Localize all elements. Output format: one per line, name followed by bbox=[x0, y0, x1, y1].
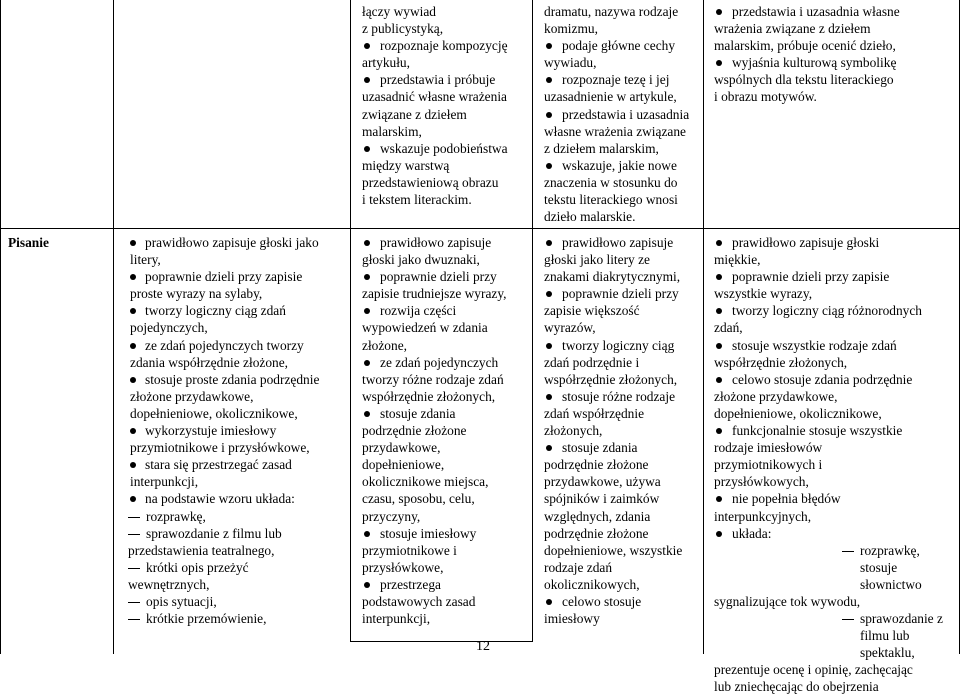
bullet-line bbox=[544, 490, 704, 507]
line-text: prawidłowo zapisuje głoski jako bbox=[145, 235, 319, 250]
line-text: znaczenia w stosunku do bbox=[544, 174, 678, 190]
bullet-line bbox=[362, 251, 532, 268]
dash-line bbox=[0, 559, 350, 576]
bullet-line bbox=[714, 285, 958, 302]
bullet-line bbox=[714, 337, 958, 354]
line-text: głoski jako dwuznaki, bbox=[362, 252, 480, 268]
line-text: imiesłowy bbox=[544, 611, 600, 627]
bullet-line bbox=[0, 302, 350, 319]
line-text: wspólnych dla tekstu literackiego bbox=[714, 72, 894, 88]
line-text: poprawnie dzieli przy bbox=[380, 269, 497, 285]
bullet-line bbox=[0, 251, 350, 268]
line-text: głoski jako litery ze bbox=[544, 252, 650, 268]
bullet-line bbox=[544, 610, 704, 627]
dash-line bbox=[0, 542, 350, 559]
table-cell bbox=[714, 3, 958, 106]
line-text: lub zniechęcając do obejrzenia bbox=[714, 679, 879, 695]
line-text: współrzędnie złożonych, bbox=[544, 371, 678, 387]
line-text: rozprawkę, stosuje słownictwo bbox=[860, 542, 922, 592]
line-text: wypowiedzeń w zdania bbox=[362, 320, 488, 336]
line-text: rodzaje imiesłowów bbox=[714, 440, 823, 456]
column-rule bbox=[532, 0, 533, 642]
line-text: rodzaje zdań bbox=[544, 559, 613, 575]
section-label: Pisanie bbox=[8, 235, 49, 250]
line-text: złożone przydawkowe, bbox=[130, 388, 254, 404]
text-line bbox=[544, 20, 704, 37]
bullet-line bbox=[362, 268, 532, 285]
bullet-line bbox=[544, 559, 704, 576]
bullet-line bbox=[362, 473, 532, 490]
bullet-line bbox=[0, 388, 350, 405]
criteria-list bbox=[544, 3, 704, 225]
bullet-line bbox=[362, 439, 532, 456]
line-text: malarskim, próbuje ocenić dzieło, bbox=[714, 38, 896, 54]
criteria-list bbox=[544, 234, 704, 627]
line-text: przedstawia i próbuje bbox=[380, 72, 496, 88]
bullet-line bbox=[362, 54, 532, 71]
line-text: litery, bbox=[130, 252, 161, 268]
line-text: podrzędnie złożone bbox=[544, 457, 649, 473]
bullet-line bbox=[0, 285, 350, 302]
line-text: sygnalizujące tok wywodu, bbox=[714, 593, 861, 609]
line-text: wskazuje podobieństwa bbox=[380, 140, 508, 156]
bullet-line bbox=[362, 542, 532, 559]
bullet-line bbox=[0, 490, 350, 507]
line-text: prezentuje ocenę i opinię, zachęcając bbox=[714, 662, 913, 678]
line-text: dramatu, nazywa rodzaje bbox=[544, 4, 679, 19]
table-cell bbox=[0, 234, 350, 627]
line-text: artykułu, bbox=[362, 55, 410, 71]
line-text: stosuje różne rodzaje bbox=[562, 388, 676, 404]
bullet-line bbox=[362, 422, 532, 439]
bullet-line bbox=[714, 88, 958, 105]
dash-line bbox=[0, 610, 350, 627]
table-cell bbox=[714, 234, 958, 696]
line-text: rozpoznaje kompozycję bbox=[380, 38, 508, 54]
line-text: podrzędnie złożone bbox=[362, 423, 467, 439]
line-text: ze zdań pojedynczych tworzy bbox=[145, 337, 304, 353]
bullet-line bbox=[0, 371, 350, 388]
table-cell bbox=[544, 3, 704, 225]
dash-line bbox=[0, 593, 350, 610]
bullet-line bbox=[544, 371, 704, 388]
line-text: złożone przydawkowe, bbox=[714, 388, 838, 404]
bullet-line bbox=[544, 422, 704, 439]
bullet-line bbox=[362, 405, 532, 422]
bullet-line bbox=[714, 525, 958, 542]
bullet-line bbox=[362, 610, 532, 627]
line-text: czasu, sposobu, celu, bbox=[362, 491, 475, 507]
bullet-line bbox=[714, 439, 958, 456]
line-text: wyrazów, bbox=[544, 320, 596, 336]
line-text: zdania współrzędnie złożone, bbox=[130, 354, 289, 370]
bullet-line bbox=[544, 268, 704, 285]
bullet-line bbox=[544, 54, 704, 71]
line-text: tworzy różne rodzaje zdań bbox=[362, 371, 504, 387]
line-text: interpunkcji, bbox=[362, 611, 431, 627]
bullet-line bbox=[544, 354, 704, 371]
line-text: złożone, bbox=[362, 337, 407, 353]
row-rule bbox=[0, 228, 960, 229]
line-text: przysłówkowych, bbox=[714, 474, 809, 490]
bullet-line bbox=[714, 37, 958, 54]
dash-line bbox=[714, 593, 958, 610]
bullet-line bbox=[544, 542, 704, 559]
line-text: z publicystyką, bbox=[362, 21, 444, 37]
criteria-list bbox=[0, 234, 350, 627]
line-text: ze zdań pojedynczych bbox=[380, 354, 499, 370]
bullet-line bbox=[0, 234, 350, 251]
bullet-line bbox=[544, 439, 704, 456]
line-text: wyjaśnia kulturową symbolikę bbox=[732, 55, 897, 71]
bullet-line bbox=[544, 456, 704, 473]
bullet-line bbox=[362, 319, 532, 336]
bullet-line bbox=[0, 268, 350, 285]
bullet-line bbox=[362, 576, 532, 593]
line-text: dopełnieniowe, bbox=[362, 457, 445, 473]
dash-line bbox=[714, 678, 958, 695]
line-text: przedstawieniową obrazu bbox=[362, 174, 499, 190]
dash-line bbox=[714, 542, 958, 593]
line-text: komizmu, bbox=[544, 21, 598, 37]
line-text: dzieło malarskie. bbox=[544, 209, 636, 225]
bullet-line bbox=[714, 354, 958, 371]
line-text: stosuje wszystkie rodzaje zdań bbox=[732, 337, 897, 353]
bullet-line bbox=[362, 191, 532, 208]
line-text: przysłówkowe, bbox=[362, 559, 444, 575]
criteria-list bbox=[362, 3, 532, 208]
bullet-line bbox=[714, 302, 958, 319]
line-text: rozwija części bbox=[380, 303, 457, 319]
bullet-line bbox=[362, 157, 532, 174]
bullet-line bbox=[714, 3, 958, 20]
line-text: wskazuje, jakie nowe bbox=[562, 157, 677, 173]
line-text: pojedynczych, bbox=[130, 320, 208, 336]
bullet-line bbox=[362, 593, 532, 610]
line-text: układa: bbox=[732, 525, 772, 541]
line-text: okolicznikowych, bbox=[544, 576, 640, 592]
bullet-line bbox=[362, 88, 532, 105]
line-text: celowo stosuje bbox=[562, 593, 642, 609]
bullet-line bbox=[362, 71, 532, 88]
bullet-line bbox=[544, 251, 704, 268]
bullet-line bbox=[544, 234, 704, 251]
bullet-line bbox=[362, 140, 532, 157]
bullet-line bbox=[0, 439, 350, 456]
bullet-line bbox=[544, 525, 704, 542]
bullet-line bbox=[544, 208, 704, 225]
bullet-line bbox=[0, 473, 350, 490]
bullet-line bbox=[544, 37, 704, 54]
line-text: łączy wywiad bbox=[362, 4, 436, 19]
bullet-line bbox=[362, 371, 532, 388]
bullet-line bbox=[714, 456, 958, 473]
page-number: 12 bbox=[476, 639, 490, 654]
line-text: spójników i zaimków bbox=[544, 491, 660, 507]
bullet-line bbox=[714, 319, 958, 336]
bullet-line bbox=[362, 285, 532, 302]
line-text: tworzy logiczny ciąg bbox=[562, 337, 675, 353]
line-text: względnych, zdania bbox=[544, 508, 651, 524]
line-text: uzasadnienie w artykule, bbox=[544, 89, 677, 105]
line-text: stosuje proste zdania podrzędnie bbox=[145, 371, 320, 387]
line-text: przestrzega bbox=[380, 576, 441, 592]
text-line bbox=[544, 3, 704, 20]
line-text: tworzy logiczny ciąg zdań bbox=[145, 303, 286, 319]
row-rule bbox=[350, 641, 533, 642]
bullet-line bbox=[544, 106, 704, 123]
bullet-line bbox=[544, 593, 704, 610]
line-text: wywiadu, bbox=[544, 55, 597, 71]
line-text: złożonych, bbox=[544, 423, 603, 439]
bullet-line bbox=[544, 405, 704, 422]
line-text: przydawkowe, używa bbox=[544, 474, 661, 490]
line-text: zdań współrzędnie bbox=[544, 405, 645, 421]
line-text: podstawowych zasad bbox=[362, 593, 476, 609]
line-text: współrzędnie złożonych, bbox=[714, 354, 848, 370]
bullet-line bbox=[0, 337, 350, 354]
line-text: i obrazu motywów. bbox=[714, 89, 817, 105]
line-text: przydawkowe, bbox=[362, 440, 441, 456]
bullet-line bbox=[714, 20, 958, 37]
line-text: zapisie większość bbox=[544, 303, 640, 319]
line-text: poprawnie dzieli przy bbox=[562, 286, 679, 302]
bullet-line bbox=[714, 490, 958, 507]
line-text: związane z dziełem bbox=[362, 106, 467, 122]
bullet-line bbox=[362, 37, 532, 54]
bullet-line bbox=[714, 234, 958, 251]
dash-line bbox=[0, 508, 350, 525]
line-text: dopełnieniowe, wszystkie bbox=[544, 542, 683, 558]
bullet-line bbox=[544, 174, 704, 191]
bullet-line bbox=[362, 123, 532, 140]
bullet-line bbox=[362, 354, 532, 371]
line-text: rozprawkę, bbox=[146, 508, 206, 524]
bullet-line bbox=[714, 405, 958, 422]
bullet-line bbox=[544, 140, 704, 157]
line-text: prawidłowo zapisuje głoski bbox=[732, 235, 880, 250]
line-text: przymiotnikowych i bbox=[714, 457, 823, 473]
dash-line bbox=[0, 576, 350, 593]
line-text: interpunkcyjnych, bbox=[714, 508, 812, 524]
line-text: prawidłowo zapisuje bbox=[380, 235, 492, 250]
line-text: malarskim, bbox=[362, 123, 422, 139]
bullet-line bbox=[544, 319, 704, 336]
line-text: rozpoznaje tezę i jej bbox=[562, 72, 670, 88]
line-text: stara się przestrzegać zasad bbox=[145, 457, 292, 473]
line-text: krótki opis przeżyć bbox=[146, 559, 249, 575]
line-text: nie popełnia błędów bbox=[732, 491, 841, 507]
line-text: dopełnieniowe, okolicznikowe, bbox=[130, 405, 298, 421]
dash-line bbox=[0, 525, 350, 542]
line-text: interpunkcji, bbox=[130, 474, 199, 490]
bullet-line bbox=[544, 508, 704, 525]
bullet-line bbox=[714, 251, 958, 268]
line-text: okolicznikowe miejsca, bbox=[362, 474, 489, 490]
line-text: stosuje zdania bbox=[562, 440, 638, 456]
line-text: poprawnie dzieli przy zapisie bbox=[732, 269, 890, 285]
text-line bbox=[362, 20, 532, 37]
line-text: podaje główne cechy bbox=[562, 38, 676, 54]
bullet-line bbox=[544, 88, 704, 105]
bullet-line bbox=[362, 388, 532, 405]
line-text: na podstawie wzoru układa: bbox=[145, 491, 295, 507]
bullet-line bbox=[362, 174, 532, 191]
bullet-line bbox=[362, 302, 532, 319]
dash-line bbox=[714, 661, 958, 678]
line-text: własne wrażenia związane bbox=[544, 123, 687, 139]
bullet-line bbox=[714, 508, 958, 525]
line-text: wewnętrznych, bbox=[128, 576, 210, 592]
bullet-line bbox=[714, 422, 958, 439]
bullet-line bbox=[362, 559, 532, 576]
line-text: przedstawia i uzasadnia bbox=[562, 106, 690, 122]
bullet-line bbox=[714, 54, 958, 71]
line-text: miękkie, bbox=[714, 252, 761, 268]
bullet-line bbox=[544, 388, 704, 405]
table-cell bbox=[544, 234, 704, 627]
bullet-line bbox=[544, 285, 704, 302]
line-text: wszystkie wyrazy, bbox=[714, 286, 813, 302]
line-text: dopełnieniowe, okolicznikowe, bbox=[714, 405, 882, 421]
line-text: tworzy logiczny ciąg różnorodnych bbox=[732, 303, 923, 319]
column-rule bbox=[350, 0, 351, 642]
bullet-line bbox=[0, 354, 350, 371]
line-text: znakami diakrytycznymi, bbox=[544, 269, 681, 285]
bullet-line bbox=[362, 490, 532, 507]
line-text: przymiotnikowe i bbox=[362, 542, 457, 558]
bullet-line bbox=[362, 106, 532, 123]
bullet-line bbox=[544, 191, 704, 208]
bullet-line bbox=[544, 473, 704, 490]
line-text: przymiotnikowe i przysłówkowe, bbox=[130, 440, 310, 456]
line-text: podrzędnie złożone bbox=[544, 525, 649, 541]
line-text: przyczyny, bbox=[362, 508, 421, 524]
line-text: wrażenia związane z dziełem bbox=[714, 21, 871, 37]
line-text: wykorzystuje imiesłowy bbox=[145, 423, 277, 439]
bullet-line bbox=[714, 268, 958, 285]
bullet-line bbox=[714, 473, 958, 490]
line-text: krótkie przemówienie, bbox=[146, 611, 267, 627]
table-cell bbox=[362, 3, 532, 208]
line-text: proste wyrazy na sylaby, bbox=[130, 286, 263, 302]
line-text: współrzędnie złożonych, bbox=[362, 388, 496, 404]
line-text: i tekstem literackim. bbox=[362, 192, 472, 208]
criteria-list bbox=[714, 3, 958, 106]
line-text: uzasadnić własne wrażenia bbox=[362, 89, 507, 105]
bullet-line bbox=[362, 525, 532, 542]
bullet-line bbox=[0, 319, 350, 336]
line-text: zapisie trudniejsze wyrazy, bbox=[362, 286, 507, 302]
line-text: zdań podrzędnie i bbox=[544, 354, 640, 370]
bullet-line bbox=[714, 388, 958, 405]
table-cell bbox=[362, 234, 532, 627]
line-text: z dziełem malarskim, bbox=[544, 140, 659, 156]
line-text: między warstwą bbox=[362, 157, 450, 173]
line-text: sprawozdanie z filmu lub spektaklu, bbox=[860, 611, 943, 661]
criteria-list bbox=[714, 234, 958, 696]
bullet-line bbox=[714, 371, 958, 388]
line-text: sprawozdanie z filmu lub bbox=[146, 525, 282, 541]
criteria-list bbox=[362, 234, 532, 627]
line-text: stosuje zdania bbox=[380, 405, 456, 421]
bullet-line bbox=[362, 234, 532, 251]
bullet-line bbox=[0, 405, 350, 422]
text-line bbox=[362, 3, 532, 20]
line-text: przedstawia i uzasadnia własne bbox=[732, 4, 900, 19]
bullet-line bbox=[714, 71, 958, 88]
bullet-line bbox=[544, 157, 704, 174]
line-text: stosuje imiesłowy bbox=[380, 525, 477, 541]
bullet-line bbox=[544, 123, 704, 140]
bullet-line bbox=[544, 576, 704, 593]
bullet-line bbox=[362, 508, 532, 525]
bullet-line bbox=[544, 71, 704, 88]
line-text: poprawnie dzieli przy zapisie bbox=[145, 269, 303, 285]
bullet-line bbox=[362, 456, 532, 473]
bullet-line bbox=[544, 302, 704, 319]
line-text: zdań, bbox=[714, 320, 743, 336]
bullet-line bbox=[0, 422, 350, 439]
line-text: opis sytuacji, bbox=[146, 593, 217, 609]
bullet-line bbox=[362, 337, 532, 354]
bullet-line bbox=[0, 456, 350, 473]
line-text: przedstawienia teatralnego, bbox=[128, 542, 275, 558]
bullet-line bbox=[544, 337, 704, 354]
line-text: funkcjonalnie stosuje wszystkie bbox=[732, 423, 903, 439]
line-text: prawidłowo zapisuje bbox=[562, 235, 674, 250]
line-text: tekstu literackiego wnosi bbox=[544, 192, 678, 208]
line-text: celowo stosuje zdania podrzędnie bbox=[732, 371, 913, 387]
